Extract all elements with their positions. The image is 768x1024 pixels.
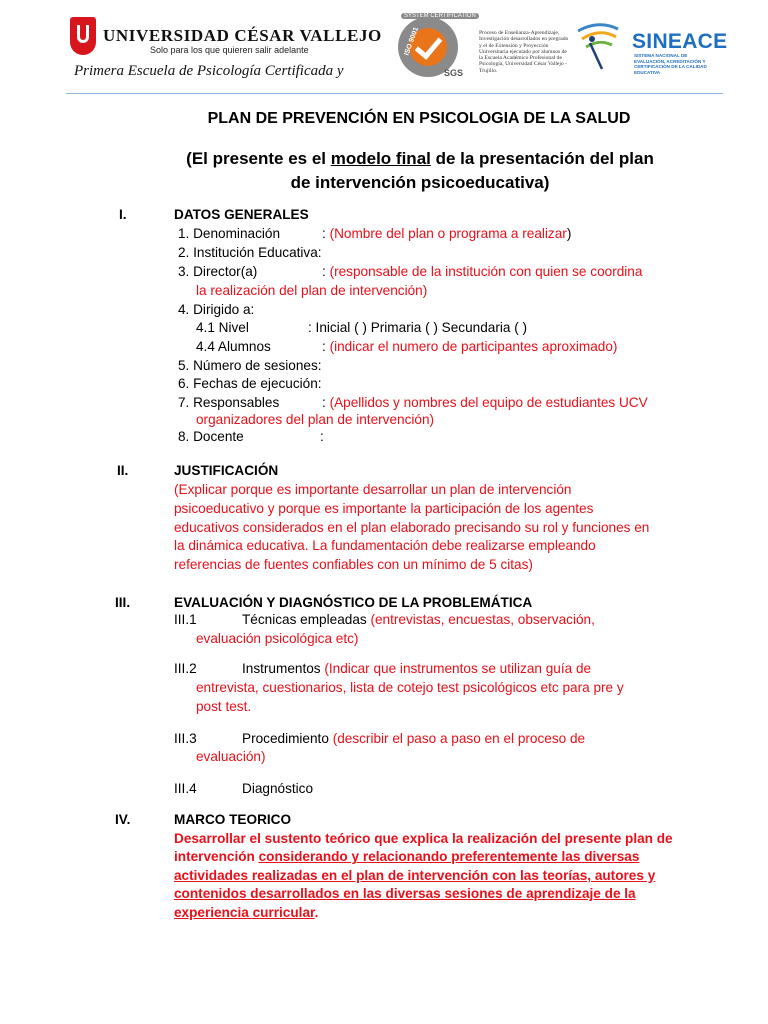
sineace-logo-icon [572,19,630,73]
item-8-label: 8. Docente [178,429,244,444]
ucv-shield-logo [70,17,96,55]
header-divider [66,93,723,94]
section-3-number: III. [115,595,131,610]
university-name: UNIVERSIDAD CÉSAR VALLEJO [103,26,382,45]
section-1-heading: DATOS GENERALES [174,207,309,222]
item-6-label: 6. Fechas de ejecución: [178,376,322,391]
document-title: PLAN DE PREVENCIÓN EN PSICOLOGIA DE LA SALUD [207,110,631,127]
item-3-value: : (responsable de la institución con quien se coordina [322,264,643,279]
justification-line: la dinámica educativa. La fundamentación debe realizarse empleando [174,538,596,554]
item-4-4-value: : (indicar el numero de participantes aproximado) [322,339,618,354]
seal-side-text: ISO 9001 [403,26,421,57]
item-7-value-line2: organizadores del plan de intervención) [196,412,435,427]
sub-3-2-text [242,661,591,676]
seal-sgs-text: SGS [444,68,464,78]
marco-text-underlined: considerando y relacionando preferentemente las diversas actividades realizadas en el plan de intervención con las teorías, autores y contenidos desarrollados en las diversas sesiones de aprendizaje de la experiencia curricular [174,849,656,920]
item-8-colon: : [320,429,324,444]
sub-3-1-detail: (entrevistas, encuestas, observación, [370,612,595,627]
university-slogan: Solo para los que quieren salir adelante [150,45,309,55]
document-subtitle [170,147,670,195]
item-7-value-line1: (Apellidos y nombres del equipo de estudiantes UCV [329,395,648,410]
sub-3-3-number: III.3 [174,731,197,746]
subtitle-underlined: modelo final [330,149,431,168]
justification-line: educativos considerados en el plan elaborado precisando su rol y funciones en [174,519,650,535]
item-4-1-label: 4.1 Nivel [196,320,249,335]
sub-3-1-number: III.1 [174,612,197,627]
justification-line: psicoeducativo y porque es importante la participación de los agentes [174,500,594,516]
item-3-value-line1: (responsable de la institución con quien se coordina [329,264,643,279]
item-1-value-text: (Nombre del plan o programa a realizar [329,226,567,241]
seal-top-text: SYSTEM CERTIFICATION [401,13,479,19]
item-1-label: 1. Denominación [178,226,281,241]
sub-3-3-label: Procedimiento [242,731,329,746]
header-tagline: Primera Escuela de Psicología Certificada y [74,63,344,79]
item-4-4-value-text: (indicar el numero de participantes aproximado) [329,339,618,354]
marco-teorico-text [174,830,674,922]
item-4-label: 4. Dirigido a: [178,302,255,317]
sub-3-4-number: III.4 [174,781,197,796]
sineace-subtitle: SISTEMA NACIONAL DE EVALUACIÓN, ACREDITACIÓN Y CERTIFICACIÓN DE LA CALIDAD EDUCATIVA [634,53,707,75]
subtitle-rest: de la presentación del plan [430,149,654,168]
sub-3-1-detail-line2: evaluación psicológica etc) [196,631,359,646]
subtitle-line2: de intervención psicoeducativa) [290,173,550,192]
justification-line: (Explicar porque es importante desarrollar un plan de intervención [174,482,572,497]
justification-text [174,481,664,575]
item-7-value: : (Apellidos y nombres del equipo de estudiantes UCV [322,395,648,410]
sub-3-3-text [242,731,585,746]
section-4-number: IV. [115,812,131,827]
section-3-heading: EVALUACIÓN Y DIAGNÓSTICO DE LA PROBLEMÁTICA [174,595,533,610]
item-3-value-line2: la realización del plan de intervención) [196,283,428,298]
section-4-heading: MARCO TEORICO [174,812,292,827]
subtitle-prefix: (El presente es el [186,149,331,168]
sub-3-2-detail-line2: entrevista, cuestionarios, lista de cotejo test psicológicos etc para pre y [196,680,624,695]
sub-3-2-detail: (Indicar que instrumentos se utilizan guía de [324,661,592,676]
sub-3-3-detail-line2: evaluación) [196,749,266,764]
sub-3-2-label: Instrumentos [242,661,321,676]
justification-line: referencias de fuentes confiables con un mínimo de 5 citas) [174,557,533,573]
sub-3-1-text [242,612,595,627]
sub-3-1-label: Técnicas empleadas [242,612,367,627]
item-4-4-label: 4.4 Alumnos [196,339,271,354]
sub-3-2-detail-line3: post test. [196,699,252,714]
section-1-number: I. [119,207,127,222]
sub-3-2-number: III.2 [174,661,197,676]
item-2-label: 2. Institución Educativa: [178,245,322,260]
sineace-name: SINEACE [632,30,728,53]
item-1-value: : (Nombre del plan o programa a realizar) [322,226,572,241]
sub-3-3-detail: (describir el paso a paso en el proceso de [332,731,586,746]
marco-text-end: . [314,904,319,920]
item-3-label: 3. Director(a) [178,264,258,279]
item-7-label: 7. Responsables [178,395,280,410]
item-5-label: 5. Número de sesiones: [178,358,322,373]
marco-text-plain: Desarrollar el sustento teórico que explica la realización del presente plan de intervención [174,831,673,865]
section-2-number: II. [117,463,129,478]
certification-description: Proceso de Enseñanza-Aprendizaje, Investigación desarrollados en pregrado y el de Extensión y Proyección Universitaria ejecutado por alumnos de la Escuela Académico Profesional de Psicología, Universidad César Vallejo - Trujillo. [479,30,569,74]
section-2-heading: JUSTIFICACIÓN [174,463,279,478]
item-4-1-value: : Inicial ( ) Primaria ( ) Secundaria ( ) [308,320,528,335]
sub-3-4-label: Diagnóstico [242,781,314,796]
